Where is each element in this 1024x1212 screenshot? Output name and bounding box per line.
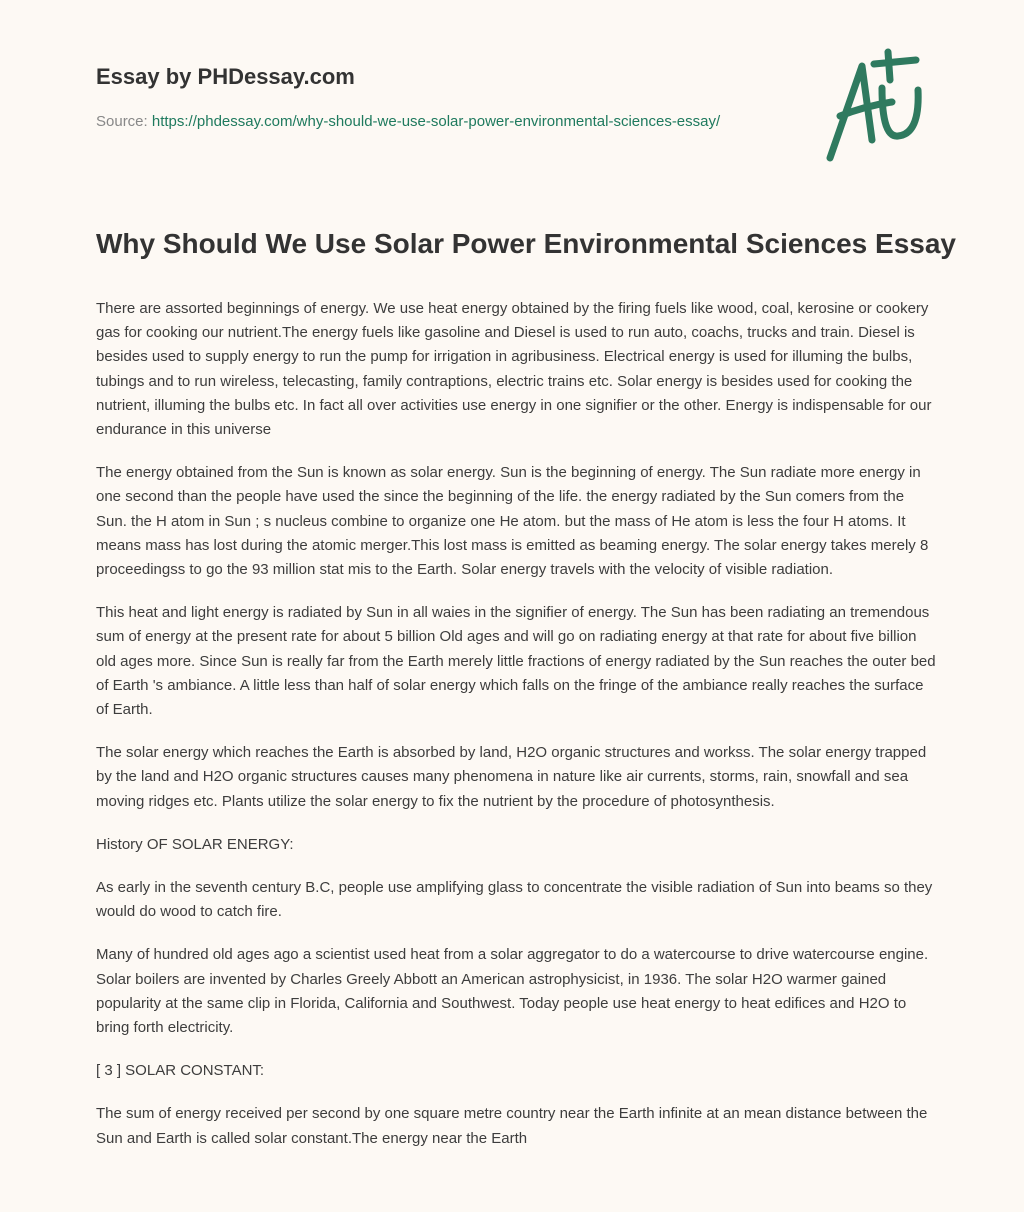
paragraph: Many of hundred old ages ago a scientist used heat from a solar aggregator to do a watercourse to drive watercourse engine. Solar boilers are invented by Charles Greely Abbott an American astrophysicist, in 1936. The solar H2O warmer gained popularity at the same clip in Florida, California and Southwest. Today people use heat energy to heat edifices and H2O to bring forth electricity. (96, 946, 929, 1037)
paragraph: The sum of energy received per second by one square metre country near the Earth infinite at an mean distance between the Sun and Earth is called solar constant.The energy near the Earth (96, 1105, 928, 1147)
paragraph: The energy obtained from the Sun is known as solar energy. Sun is the beginning of energy. The Sun radiate more energy in one second than the people have used the since the beginning of the life. the energy radiated by the Sun comers from the Sun. the H atom in Sun ; s nucleus combine to organize one He atom. but the mass of He atom is less the four H atoms. It means mass has lost during the atomic merger.This lost mass is emitted as beaming energy. The solar energy takes merely 8 proceedingss to go the 93 million stat mis to the Earth. Solar energy travels with the velocity of visible radiation. (96, 464, 929, 579)
essay-body (96, 297, 938, 1170)
source-label: Source: (96, 113, 148, 130)
source-link[interactable]: https://phdessay.com/why-should-we-use-solar-power-environmental-sciences-essay/ (151, 113, 721, 130)
paragraph: There are assorted beginnings of energy. We use heat energy obtained by the firing fuels like wood, coal, kerosine or cookery gas for cooking our nutrient.The energy fuels like gasoline and Diesel is used to run auto, coachs, trucks and train. Diesel is besides used to supply energy to run the pump for irrigation in agribusiness. Electrical energy is used for illuming the bulbs, tubings and to run wireless, telecasting, family contraptions, electric trains etc. Solar energy is besides used for cooking the nutrient, illuming the bulbs etc. In fact all over activities use energy in one signifier or the other. Energy is indispensable for our endurance in this universe (96, 300, 932, 439)
source-line (96, 110, 776, 133)
paragraph: The solar energy which reaches the Earth is absorbed by land, H2O organic structures and workss. The solar energy trapped by the land and H2O organic structures causes many phenomena in nature like air currents, storms, rain, snowfall and sea moving ridges etc. Plants utilize the solar energy to fix the nutrient by the procedure of photosynthesis. (96, 744, 927, 810)
paragraph: As early in the seventh century B.C, people use amplifying glass to concentrate the visible radiation of Sun into beams so they would do wood to catch fire. (96, 879, 933, 921)
a-plus-logo-icon (820, 38, 930, 164)
section-heading: [ 3 ] SOLAR CONSTANT: (96, 1062, 265, 1080)
section-heading: History OF SOLAR ENERGY: (96, 835, 294, 853)
brand-title: Essay by PHDessay.com (96, 64, 355, 89)
essay-title: Why Should We Use Solar Power Environmental Sciences Essay (96, 228, 956, 259)
paragraph: This heat and light energy is radiated by Sun in all waies in the signifier of energy. The Sun has been radiating an tremendous sum of energy at the present rate for about 5 billion Old ages and will go on radiating energy at that rate for about five billion old ages more. Since Sun is really far from the Earth merely little fractions of energy radiated by the Sun reaches the outer bed of Earth 's ambiance. A little less than half of solar energy which falls on the fringe of the ambiance really reaches the surface of Earth. (96, 604, 936, 719)
